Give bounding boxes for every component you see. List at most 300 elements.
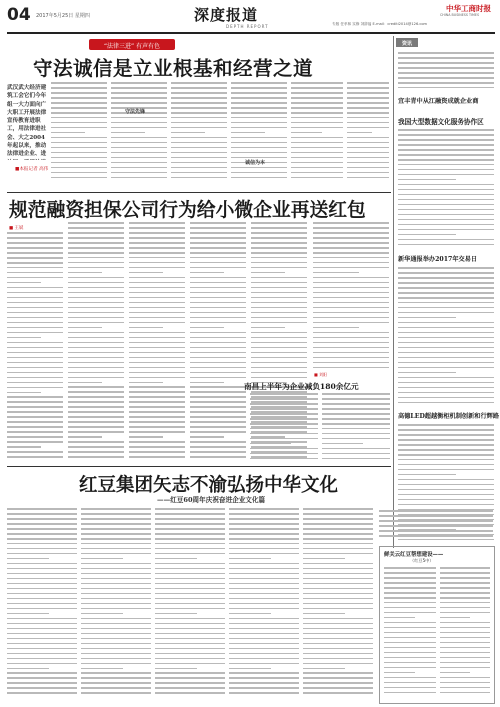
sidebar-label: 资讯 (401, 40, 412, 47)
text-line (398, 174, 494, 176)
text-line (229, 598, 299, 600)
text-line (313, 312, 389, 314)
text-line (398, 194, 494, 196)
text-line (231, 92, 287, 94)
text-line (171, 152, 227, 154)
text-line (291, 142, 343, 144)
sidebar-item-2-title: 我国大型数据文化服务协作区 (398, 118, 484, 126)
text-line (313, 322, 389, 324)
text-line (398, 434, 494, 436)
text-line (322, 448, 390, 450)
text-line (347, 127, 389, 129)
text-line (384, 612, 436, 614)
text-line (231, 147, 287, 149)
text-line (81, 608, 151, 610)
text-line (155, 663, 225, 665)
text-line (155, 658, 225, 660)
text-line (313, 242, 389, 244)
text-line (313, 362, 389, 364)
text-line (111, 127, 167, 129)
main-kicker-text: “法律三进” 有声有色 (103, 43, 161, 50)
text-line (155, 692, 225, 694)
text-line (303, 692, 373, 694)
text-line (171, 172, 227, 174)
text-line (190, 257, 246, 259)
main-headline: 守法诚信是立业根基和经营之道 (33, 57, 314, 80)
text-line (303, 677, 373, 679)
text-line (7, 347, 63, 349)
text-line (398, 327, 494, 329)
text-line (229, 687, 299, 689)
text-line (231, 137, 287, 139)
second-col-6 (313, 222, 389, 372)
text-line (7, 623, 77, 625)
text-line (68, 386, 124, 388)
text-line (7, 658, 77, 660)
text-line (190, 227, 246, 229)
text-line (81, 518, 151, 520)
text-line (229, 663, 299, 665)
text-line (190, 382, 224, 384)
text-line (251, 367, 307, 369)
text-line (111, 122, 167, 124)
text-line (81, 513, 151, 515)
text-line (51, 122, 107, 124)
text-line (155, 608, 225, 610)
text-line (231, 102, 287, 104)
sidebar-label-box (396, 38, 418, 47)
text-line (155, 588, 225, 590)
text-line (129, 282, 185, 284)
main-col-4 (231, 82, 287, 186)
text-line (251, 337, 307, 339)
text-line (231, 82, 287, 84)
text-line (7, 431, 63, 433)
text-line (129, 222, 185, 224)
text-line (384, 687, 436, 689)
text-line (313, 257, 389, 259)
text-line (81, 588, 151, 590)
text-line (231, 172, 287, 174)
text-line (190, 277, 246, 279)
text-line (251, 377, 307, 379)
text-line (229, 648, 299, 650)
text-line (229, 518, 299, 520)
text-line (7, 508, 77, 510)
text-line (347, 167, 389, 169)
text-line (155, 513, 225, 515)
text-line (313, 282, 389, 284)
text-line (51, 87, 107, 89)
text-line (111, 152, 167, 154)
text-line (229, 553, 299, 555)
second-byline: ■ 王斌 (9, 226, 24, 231)
text-line (303, 638, 373, 640)
main-kicker (89, 39, 175, 50)
text-line (171, 117, 227, 119)
text-line (68, 317, 124, 319)
text-line (398, 444, 494, 446)
text-line (303, 653, 373, 655)
text-line (190, 431, 246, 433)
text-line (129, 441, 185, 443)
text-line (111, 162, 167, 164)
text-line (51, 107, 107, 109)
text-line (251, 287, 307, 289)
text-line (322, 408, 390, 410)
text-line (7, 553, 77, 555)
text-line (229, 513, 299, 515)
text-line (171, 87, 227, 89)
text-line (303, 598, 373, 600)
text-line (440, 582, 490, 584)
text-line (171, 137, 227, 139)
text-line (398, 139, 494, 141)
text-line (129, 367, 185, 369)
text-line (303, 628, 373, 630)
text-line (347, 147, 389, 149)
text-line (251, 312, 307, 314)
text-line (51, 167, 107, 169)
text-line (251, 297, 307, 299)
text-line (379, 530, 493, 532)
text-line (231, 142, 287, 144)
text-line (81, 593, 151, 595)
text-line (7, 416, 63, 418)
text-line (398, 52, 494, 54)
text-line (68, 382, 102, 384)
text-line (313, 342, 389, 344)
text-line (81, 692, 151, 694)
text-line (398, 214, 494, 216)
text-line (190, 372, 246, 374)
text-line (231, 127, 287, 129)
text-line (303, 583, 373, 585)
text-line (7, 618, 77, 620)
text-line (398, 144, 494, 146)
text-line (129, 237, 185, 239)
text-line (398, 239, 494, 241)
text-line (155, 583, 225, 585)
text-line (251, 272, 285, 274)
text-line (384, 597, 436, 599)
text-line (398, 199, 494, 201)
text-line (68, 357, 124, 359)
text-line (303, 558, 345, 560)
text-line (155, 643, 225, 645)
text-line (398, 184, 494, 186)
text-line (129, 456, 185, 458)
text-line (155, 573, 225, 575)
text-line (303, 508, 373, 510)
text-line (398, 424, 494, 426)
text-line (129, 411, 185, 413)
text-line (303, 633, 373, 635)
text-line (313, 262, 389, 264)
text-line (7, 272, 63, 274)
text-line (303, 528, 373, 530)
text-line (251, 302, 307, 304)
text-line (7, 456, 63, 458)
text-line (398, 267, 494, 269)
text-line (398, 464, 494, 466)
sidebar-item-1-title: 宜丰青中从江融资成就企业商 (398, 98, 479, 105)
text-line (68, 277, 124, 279)
text-line (229, 643, 299, 645)
divider-2 (7, 466, 391, 467)
main-col-6 (347, 82, 389, 186)
text-line (7, 548, 77, 550)
text-line (347, 92, 389, 94)
text-line (250, 428, 318, 430)
text-line (171, 97, 227, 99)
text-line (81, 578, 151, 580)
text-line (81, 682, 151, 684)
text-line (384, 692, 436, 694)
text-line (229, 588, 299, 590)
text-line (7, 372, 63, 374)
text-line (322, 413, 390, 415)
text-line (291, 102, 343, 104)
text-line (440, 577, 490, 579)
text-line (229, 623, 299, 625)
bottom-col-3 (155, 508, 225, 702)
text-line (303, 603, 373, 605)
text-line (291, 87, 343, 89)
text-line (291, 157, 343, 159)
text-line (398, 134, 494, 136)
text-line (51, 92, 107, 94)
text-line (190, 362, 246, 364)
text-line (68, 431, 124, 433)
text-line (250, 443, 291, 445)
text-line (51, 142, 107, 144)
text-line (129, 421, 185, 423)
text-line (313, 367, 389, 369)
text-line (68, 421, 124, 423)
text-line (384, 632, 436, 634)
text-line (7, 603, 77, 605)
text-line (190, 396, 246, 398)
main-col-3 (171, 82, 227, 186)
text-line (7, 307, 63, 309)
text-line (155, 668, 197, 670)
text-line (347, 137, 389, 139)
text-line (398, 357, 494, 359)
text-line (190, 307, 246, 309)
text-line (81, 643, 151, 645)
text-line (171, 147, 227, 149)
text-line (231, 112, 287, 114)
main-col-2 (111, 82, 167, 186)
text-line (303, 518, 373, 520)
text-line (303, 682, 373, 684)
main-byline: ■本报记者 高伟 (15, 167, 49, 172)
text-line (313, 222, 389, 224)
text-line (51, 137, 107, 139)
text-line (155, 543, 225, 545)
text-line (291, 172, 343, 174)
text-line (398, 332, 494, 334)
text-line (251, 282, 307, 284)
text-line (7, 523, 77, 525)
text-line (81, 603, 151, 605)
text-line (313, 337, 389, 339)
text-line (155, 672, 225, 674)
text-line (229, 677, 299, 679)
text-line (129, 257, 185, 259)
text-line (291, 132, 322, 134)
text-line (398, 229, 494, 231)
text-line (81, 628, 151, 630)
text-line (68, 292, 124, 294)
text-line (129, 406, 185, 408)
text-line (129, 451, 185, 453)
text-line (155, 618, 225, 620)
text-line (313, 307, 389, 309)
text-line (384, 657, 436, 659)
text-line (68, 406, 124, 408)
text-line (7, 563, 77, 565)
text-line (251, 292, 307, 294)
text-line (313, 357, 389, 359)
text-line (129, 322, 185, 324)
text-line (7, 573, 77, 575)
text-line (379, 520, 493, 522)
text-line (190, 456, 246, 458)
text-line (111, 157, 167, 159)
text-line (398, 204, 494, 206)
text-line (171, 107, 227, 109)
text-line (7, 528, 77, 530)
text-line (322, 453, 390, 455)
text-line (190, 436, 224, 438)
text-line (303, 573, 373, 575)
text-line (229, 568, 299, 570)
text-line (7, 558, 49, 560)
text-line (7, 598, 77, 600)
text-line (440, 657, 490, 659)
text-line (129, 312, 185, 314)
text-line (291, 127, 343, 129)
main-story (7, 36, 389, 192)
text-line (171, 92, 227, 94)
bottom-col-6 (379, 510, 493, 542)
text-line (291, 117, 343, 119)
text-line (190, 302, 246, 304)
text-line (303, 668, 345, 670)
text-line (7, 327, 63, 329)
text-line (129, 426, 185, 428)
text-line (440, 607, 490, 609)
text-line (7, 237, 63, 239)
text-line (313, 297, 389, 299)
text-line (384, 572, 436, 574)
text-line (231, 132, 265, 134)
text-line (313, 247, 389, 249)
text-line (129, 386, 185, 388)
text-line (68, 337, 124, 339)
second-col-3 (129, 222, 185, 462)
text-line (155, 533, 225, 535)
text-line (68, 282, 124, 284)
text-line (440, 572, 490, 574)
text-line (384, 567, 436, 569)
text-line (291, 177, 343, 179)
text-line (384, 592, 436, 594)
text-line (68, 297, 124, 299)
text-line (68, 377, 124, 379)
text-line (322, 403, 390, 405)
text-line (7, 242, 63, 244)
text-line (251, 322, 307, 324)
text-line (129, 352, 185, 354)
text-line (250, 418, 318, 420)
text-line (129, 267, 185, 269)
text-line (384, 582, 436, 584)
text-line (7, 653, 77, 655)
text-line (291, 137, 343, 139)
text-line (51, 157, 107, 159)
text-line (81, 613, 123, 615)
text-line (229, 638, 299, 640)
text-line (303, 513, 373, 515)
text-line (7, 411, 63, 413)
text-line (7, 332, 63, 334)
text-line (7, 633, 77, 635)
text-line (68, 287, 124, 289)
text-line (313, 327, 359, 329)
text-line (291, 107, 343, 109)
text-line (440, 612, 490, 614)
text-line (7, 583, 77, 585)
text-line (111, 142, 167, 144)
text-line (303, 553, 373, 555)
text-line (398, 169, 494, 171)
text-line (250, 453, 318, 455)
text-line (190, 292, 246, 294)
text-line (68, 436, 102, 438)
text-line (384, 672, 415, 674)
text-line (440, 617, 470, 619)
text-line (68, 456, 124, 458)
text-line (7, 392, 41, 394)
text-line (291, 82, 343, 84)
text-line (7, 543, 77, 545)
text-line (384, 627, 436, 629)
text-line (379, 525, 493, 527)
text-line (7, 638, 77, 640)
text-line (313, 292, 389, 294)
text-line (229, 533, 299, 535)
text-line (398, 352, 494, 354)
text-line (229, 523, 299, 525)
text-line (313, 252, 389, 254)
text-line (384, 647, 436, 649)
text-line (155, 558, 197, 560)
text-line (7, 421, 63, 423)
text-line (229, 633, 299, 635)
text-line (251, 362, 307, 364)
text-line (384, 652, 436, 654)
text-line (190, 232, 246, 234)
text-line (379, 510, 493, 512)
text-line (7, 287, 63, 289)
text-line (291, 147, 343, 149)
text-line (155, 682, 225, 684)
main-col-5 (291, 82, 343, 186)
text-line (322, 418, 390, 420)
